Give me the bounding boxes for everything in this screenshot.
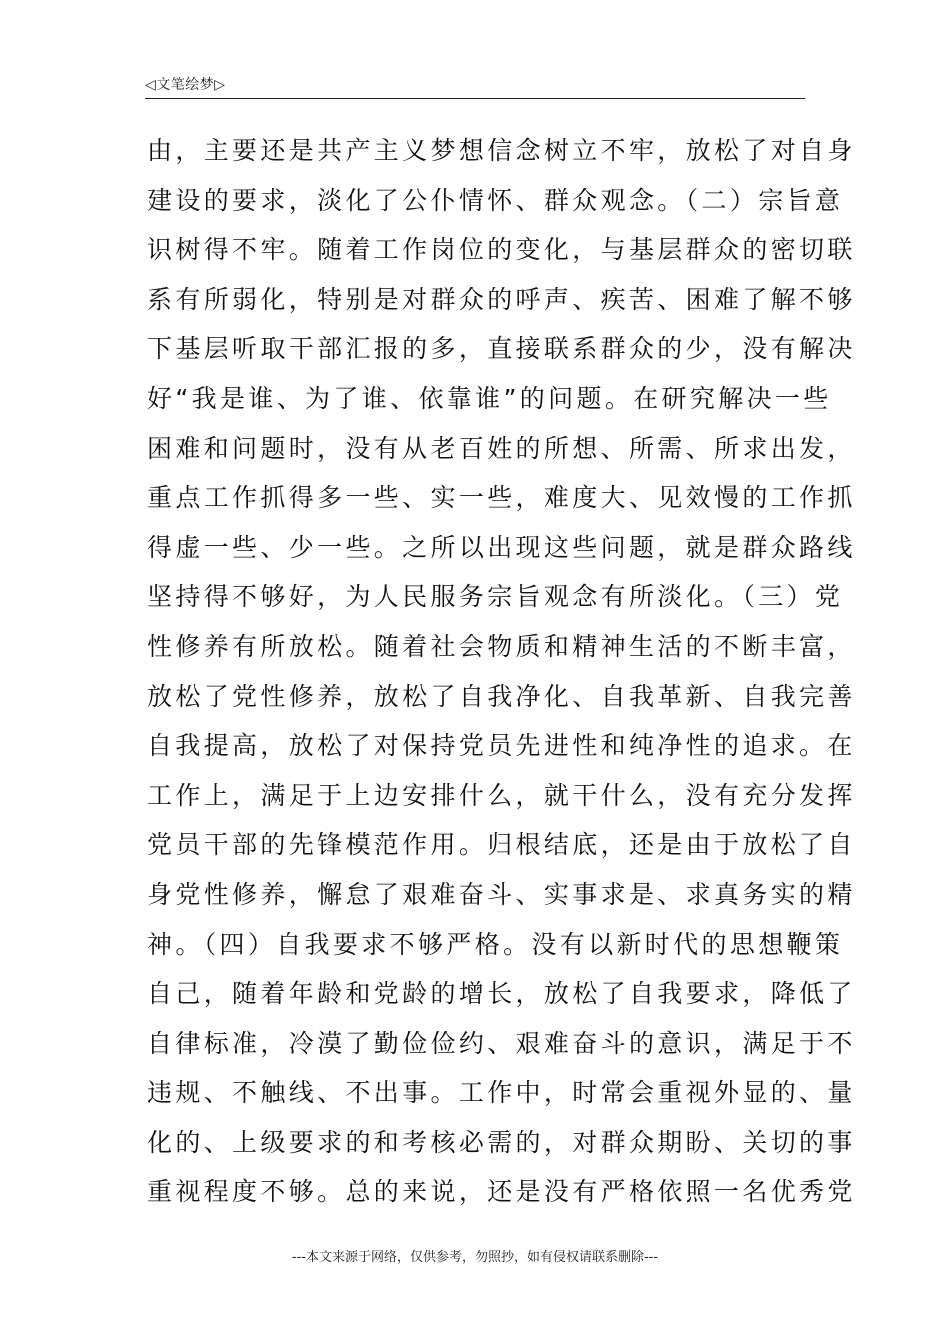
body-line: 重视程度不够。总的来说，还是没有严格依照一名优秀党 — [147, 1177, 856, 1207]
body-line: 违规、不触线、不出事。工作中，时常会重视外显的、量 — [147, 1078, 856, 1108]
page-header — [145, 74, 805, 99]
body-line: 自己，随着年龄和党龄的增长，放松了自我要求，降低了 — [147, 979, 856, 1009]
body-line: 重点工作抓得多一些、实一些，难度大、见效慢的工作抓 — [147, 483, 856, 513]
footer-notice: ---本文来源于网络，仅供参考，勿照抄，如有侵权请联系删除--- — [291, 1250, 659, 1265]
body-line: 神。（四）自我要求不够严格。没有以新时代的思想鞭策 — [147, 929, 844, 959]
body-line: 得虚一些、少一些。之所以出现这些问题，就是群众路线 — [147, 532, 856, 562]
body-line: 自我提高，放松了对保持党员先进性和纯净性的追求。在 — [147, 731, 856, 761]
body-line: 好“我是谁、为了谁、依靠谁”的问题。在研究解决一些 — [147, 383, 832, 413]
body-line: 放松了党性修养，放松了自我净化、自我革新、自我完善 — [147, 681, 856, 711]
header-brand: ◁文笔绘梦▷ — [145, 77, 226, 93]
body-line: 困难和问题时，没有从老百姓的所想、所需、所求出发， — [147, 433, 856, 463]
body-line: 工作上，满足于上边安排什么，就干什么，没有充分发挥 — [147, 780, 856, 810]
body-line: 自律标准，冷漠了勤俭俭约、艰难奋斗的意识，满足于不 — [147, 1028, 856, 1058]
body-line: 坚持得不够好，为人民服务宗旨观念有所淡化。（三）党 — [147, 582, 844, 612]
body-line: 化的、上级要求的和考核必需的，对群众期盼、关切的事 — [147, 1127, 856, 1157]
body-line: 性修养有所放松。随着社会物质和精神生活的不断丰富， — [147, 631, 856, 661]
body-line: 党员干部的先锋模范作用。归根结底，还是由于放松了自 — [147, 830, 856, 860]
body-line: 下基层听取干部汇报的多，直接联系群众的少，没有解决 — [147, 334, 856, 364]
body-line: 建设的要求，淡化了公仆情怀、群众观念。（二）宗旨意 — [147, 185, 844, 215]
body-line: 系有所弱化，特别是对群众的呼声、疾苦、困难了解不够 — [147, 284, 856, 314]
body-line: 由，主要还是共产主义梦想信念树立不牢，放松了对自身 — [147, 136, 856, 165]
body-line: 身党性修养，懈怠了艰难奋斗、实事求是、求真务实的精 — [147, 879, 856, 909]
body-line: 识树得不牢。随着工作岗位的变化，与基层群众的密切联 — [147, 235, 856, 265]
document-body — [147, 131, 856, 1222]
